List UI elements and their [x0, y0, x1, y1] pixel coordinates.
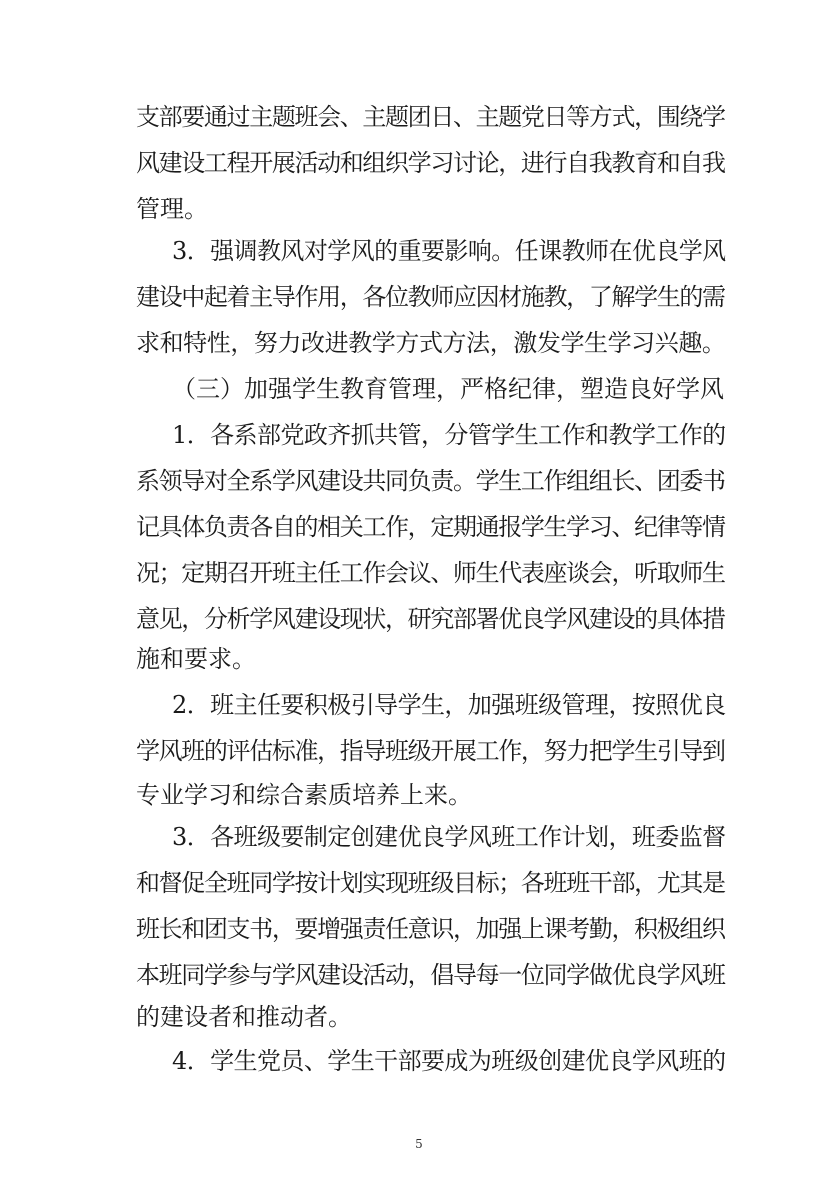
text-line-content: 管理。 [136, 195, 208, 223]
text-line [0, 327, 838, 359]
text-line [0, 913, 838, 945]
text-line [0, 147, 838, 179]
section-heading [0, 373, 838, 405]
text-line [0, 193, 838, 225]
text-line [0, 867, 838, 899]
text-line-content: 和督促全班同学按计划实现班级目标；各班班干部，尤其是 [136, 869, 725, 897]
text-line-content: 2．班主任要积极引导学生，加强班级管理，按照优良 [172, 691, 726, 719]
text-line [0, 643, 838, 675]
text-line-content: 的建设者和推动者。 [136, 1003, 352, 1031]
text-line-content: 求和特性，努力改进教学方式方法，激发学生学习兴趣。 [136, 329, 726, 357]
text-line [0, 959, 838, 991]
text-line-content: 班长和团支书，要增强责任意识，加强上课考勤，积极组织 [136, 915, 725, 943]
text-line-content: 风建设工程开展活动和组织学习讨论，进行自我教育和自我 [136, 149, 725, 177]
text-line [0, 603, 838, 635]
text-line [0, 735, 838, 767]
text-line-content: 记具体负责各自的相关工作，定期通报学生学习、纪律等情 [136, 513, 725, 541]
text-line [0, 419, 838, 451]
text-line-content: 1．各系部党政齐抓共管，分管学生工作和教学工作的 [172, 421, 726, 449]
text-line [0, 511, 838, 543]
text-line [0, 821, 838, 853]
text-line [0, 1045, 838, 1077]
text-line [0, 689, 838, 721]
text-line-content: 施和要求。 [136, 645, 256, 673]
text-line [0, 235, 838, 267]
text-line-content: 况；定期召开班主任工作会议、师生代表座谈会，听取师生 [136, 559, 725, 587]
text-line [0, 101, 838, 133]
text-line-content: 学风班的评估标准，指导班级开展工作，努力把学生引导到 [136, 737, 725, 765]
text-line [0, 281, 838, 313]
page-number: 5 [415, 1137, 423, 1151]
text-line-content: 支部要通过主题班会、主题团日、主题党日等方式，围绕学 [136, 103, 725, 131]
text-line-content: 系领导对全系学风建设共同负责。学生工作组组长、团委书 [136, 467, 725, 495]
text-line-content: 专业学习和综合素质培养上来。 [136, 781, 472, 809]
text-line-content: 3．各班级要制定创建优良学风班工作计划，班委监督 [172, 823, 726, 851]
text-line [0, 779, 838, 811]
text-line-content: 意见，分析学风建设现状，研究部署优良学风建设的具体措 [136, 605, 725, 633]
text-line-content: 本班同学参与学风建设活动，倡导每一位同学做优良学风班 [136, 961, 725, 989]
text-line [0, 1001, 838, 1033]
text-line-content: 3．强调教风对学风的重要影响。任课教师在优良学风 [172, 237, 726, 265]
section-heading-text: （三）加强学生教育管理，严格纪律，塑造良好学风 [172, 375, 724, 403]
text-line [0, 465, 838, 497]
text-line-content: 建设中起着主导作用，各位教师应因材施教，了解学生的需 [136, 283, 725, 311]
text-line [0, 557, 838, 589]
text-line-content: 4．学生党员、学生干部要成为班级创建优良学风班的 [172, 1047, 726, 1075]
